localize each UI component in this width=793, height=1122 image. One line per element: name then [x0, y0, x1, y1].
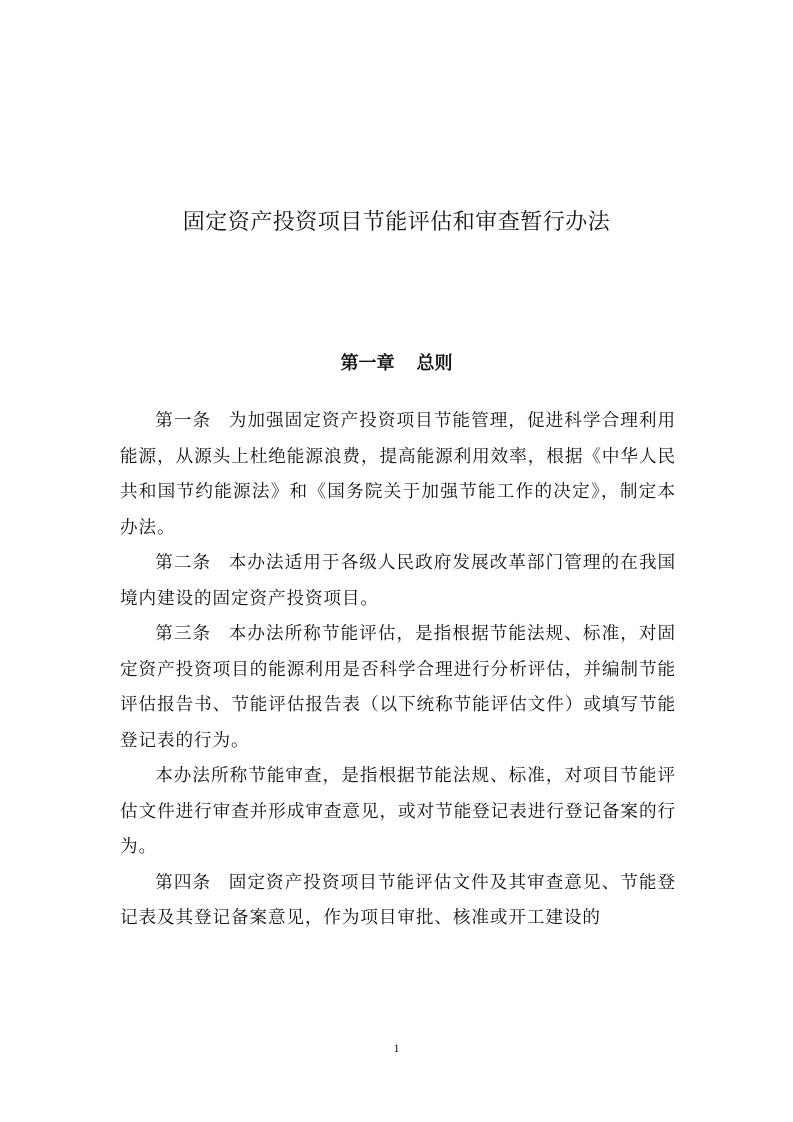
paragraph-article-1: [120, 404, 676, 546]
paragraph-text: 本办法适用于各级人民政府发展改革部门管理的在我国境内建设的固定资产投资项目。: [120, 553, 676, 609]
paragraph-text: 本办法所称节能审查，是指根据节能法规、标准，对项目节能评估文件进行审查并形成审查意见，或对节能登记表进行登记备案的行为。: [120, 766, 676, 857]
paragraph-text: 固定资产投资项目节能评估文件及其审查意见、节能登记表及其登记备案意见，作为项目审批、核准或开工建设的: [120, 872, 676, 928]
paragraph-article-3-continued: [120, 759, 676, 866]
document-title: 固定资产投资项目节能评估和审查暂行办法: [182, 210, 611, 235]
paragraph-text: 本办法所称节能评估，是指根据节能法规、标准，对固定资产投资项目的能源利用是否科学合理进行分析评估，并编制节能评估报告书、节能评估报告表（以下统称节能评估文件）或填写节能登记表的行为。: [120, 624, 676, 751]
article-number: 第四条: [155, 872, 212, 893]
paragraph-article-3: [120, 617, 676, 759]
article-number: 第一条: [155, 411, 212, 431]
chapter-heading: [0, 349, 793, 379]
page-number: 1: [393, 1041, 400, 1055]
paragraph-text: 为加强固定资产投资项目节能管理，促进科学合理利用能源，从源头上杜绝能源浪费，提高能源利用效率，根据《中华人民共和国节约能源法》和《国务院关于加强节能工作的决定》，制定本办法。: [120, 411, 676, 538]
document-body: [120, 404, 676, 937]
article-number: 第二条: [155, 553, 212, 573]
paragraph-article-2: [120, 546, 676, 617]
chapter-number: 第一章: [340, 353, 395, 374]
paragraph-article-4: [120, 866, 676, 937]
article-number: 第三条: [155, 624, 212, 644]
chapter-name: 总则: [416, 353, 453, 374]
